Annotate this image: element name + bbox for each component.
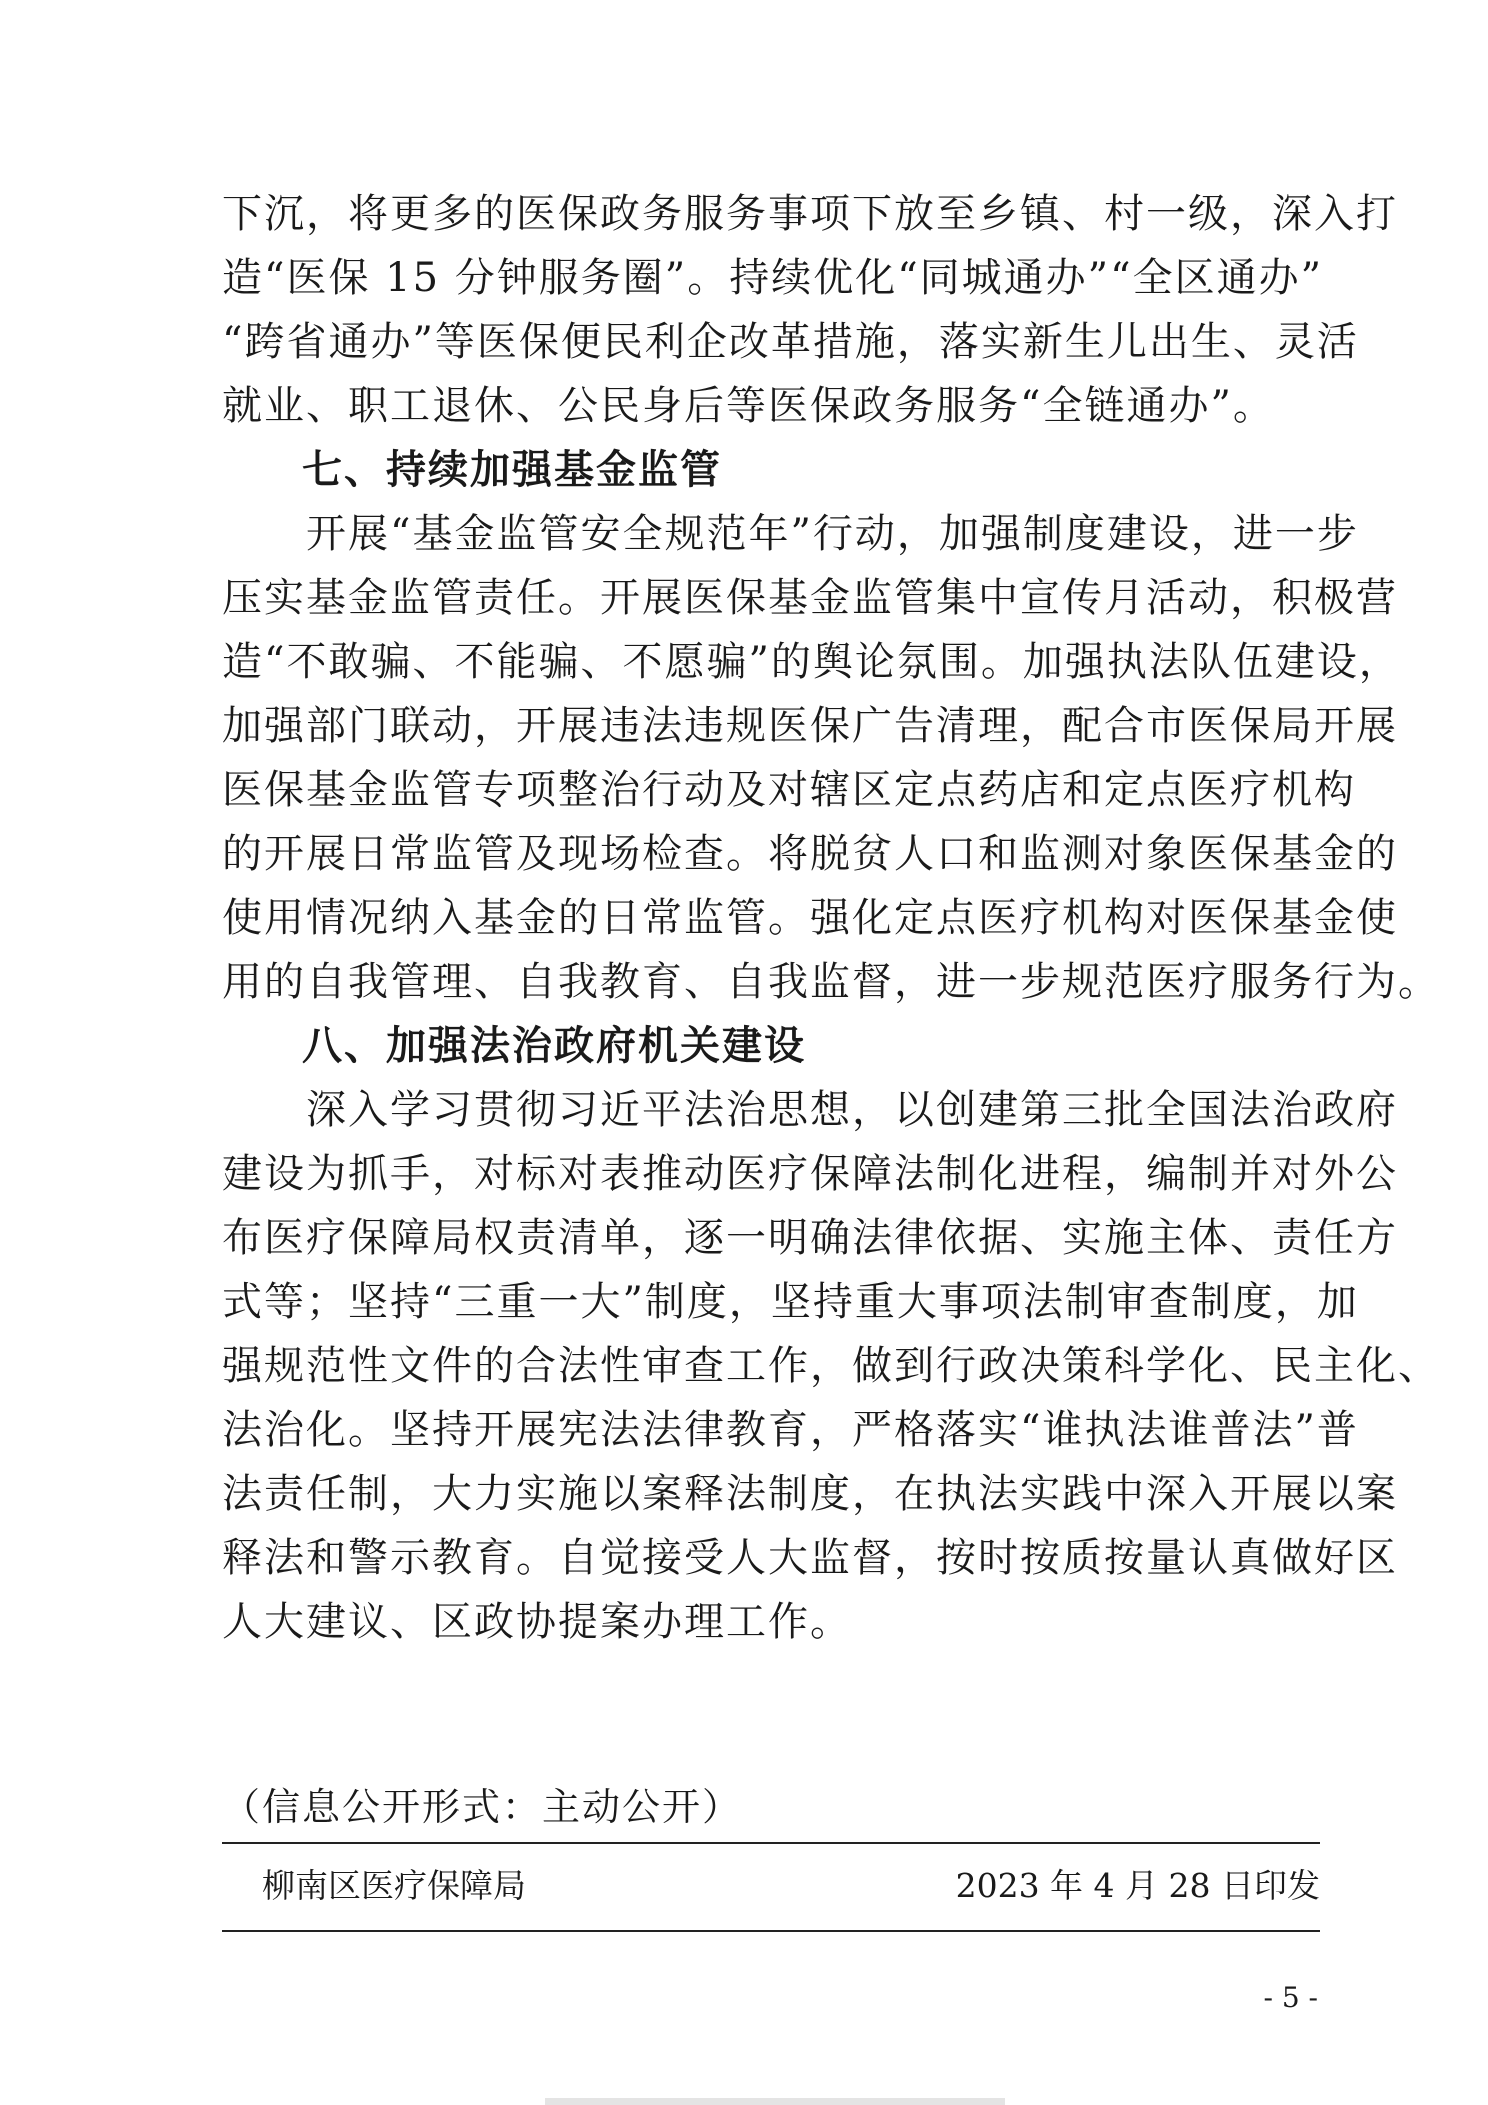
body-line: 布医疗保障局权责清单，逐一明确法律依据、实施主体、责任方 xyxy=(222,1215,1398,1261)
page-number: - 5 - xyxy=(1263,1981,1318,2014)
body-line: 下沉，将更多的医保政务服务事项下放至乡镇、村一级，深入打 xyxy=(222,191,1398,237)
body-line: “跨省通办”等医保便民利企改革措施，落实新生儿出生、灵活 xyxy=(222,319,1359,365)
print-date: 2023 年 4 月 28 日印发 xyxy=(955,1866,1320,1905)
body-line: 人大建议、区政协提案办理工作。 xyxy=(222,1599,852,1645)
body-line: 开展“基金监管安全规范年”行动，加强制度建设，进一步 xyxy=(222,511,1359,557)
body-line: 造“医保 15 分钟服务圈”。持续优化“同城通办”“全区通办” xyxy=(222,255,1324,301)
body-line: 式等；坚持“三重一大”制度，坚持重大事项法制审查制度，加 xyxy=(222,1279,1359,1325)
body-line: 法责任制，大力实施以案释法制度，在执法实践中深入开展以案 xyxy=(222,1471,1398,1517)
section-heading-8: 八、加强法治政府机关建设 xyxy=(302,1023,806,1069)
body-line: 压实基金监管责任。开展医保基金监管集中宣传月活动，积极营 xyxy=(222,575,1398,621)
body-line: 法治化。坚持开展宪法法律教育，严格落实“谁执法谁普法”普 xyxy=(222,1407,1359,1453)
section-heading-7: 七、持续加强基金监管 xyxy=(302,447,722,493)
footer-row xyxy=(262,1858,1320,1914)
body-line: 使用情况纳入基金的日常监管。强化定点医疗机构对医保基金使 xyxy=(222,895,1398,941)
body-line: 的开展日常监管及现场检查。将脱贫人口和监测对象医保基金的 xyxy=(222,831,1398,877)
footer-rule-top xyxy=(222,1842,1320,1844)
issuer-name: 柳南区医疗保障局 xyxy=(262,1866,526,1905)
body-line: 医保基金监管专项整治行动及对辖区定点药店和定点医疗机构 xyxy=(222,767,1356,813)
footer-rule-bottom xyxy=(222,1930,1320,1932)
body-line: 释法和警示教育。自觉接受人大监督，按时按质按量认真做好区 xyxy=(222,1535,1398,1581)
body-line: 加强部门联动，开展违法违规医保广告清理，配合市医保局开展 xyxy=(222,703,1398,749)
body-line: 用的自我管理、自我教育、自我监督，进一步规范医疗服务行为。 xyxy=(222,959,1440,1005)
scan-edge-mark xyxy=(545,2098,1005,2105)
body-line: 就业、职工退休、公民身后等医保政务服务“全链通办”。 xyxy=(222,383,1275,429)
body-line: 深入学习贯彻习近平法治思想，以创建第三批全国法治政府 xyxy=(222,1087,1398,1133)
disclosure-note: （信息公开形式：主动公开） xyxy=(222,1785,743,1829)
body-line: 建设为抓手，对标对表推动医疗保障法制化进程，编制并对外公 xyxy=(222,1151,1398,1197)
document-body xyxy=(222,182,1440,1654)
body-line: 强规范性文件的合法性审查工作，做到行政决策科学化、民主化、 xyxy=(222,1343,1440,1389)
body-line: 造“不敢骗、不能骗、不愿骗”的舆论氛围。加强执法队伍建设， xyxy=(222,639,1401,685)
